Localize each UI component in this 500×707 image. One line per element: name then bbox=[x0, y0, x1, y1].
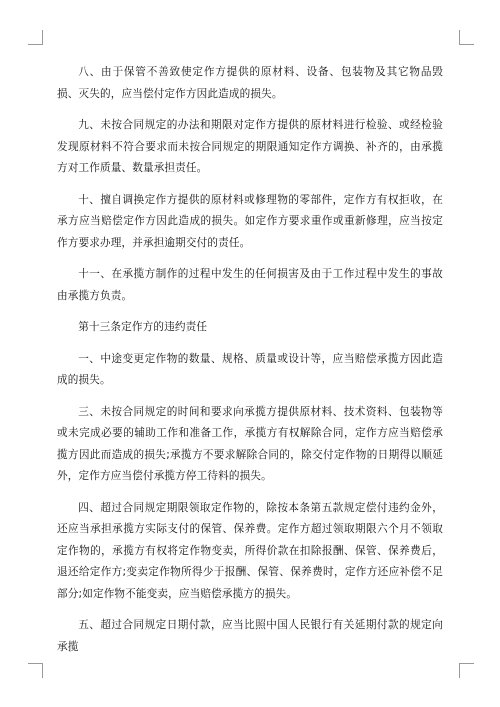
clause-8-paragraph: 八、由于保管不善致使定作方提供的原材料、设备、包装物及其它物品毁损、灭失的，应当偿付定作方因此造成的损失。 bbox=[57, 66, 443, 100]
crop-mark-top-left bbox=[28, 30, 43, 45]
clause-9-paragraph: 九、未按合同规定的办法和期限对定作方提供的原材料进行检验、或经检验发现原材料不符合要求而未按合同规定的期限通知定作方调换、补齐的，由承揽方对工作质量、数量承担责任。 bbox=[57, 119, 443, 174]
clause-10-paragraph: 十、擅自调换定作方提供的原材料或修理物的零部件，定作方有权拒收，在承方应当赔偿定作方因此造成的损失。如定作方要求重作或重新修理，应当按定作方要求办理，并承担逾期交付的责任。 bbox=[57, 193, 443, 249]
article-13-item-3-paragraph: 三、未按合同规定的时间和要求向承揽方提供原材料、技术资料、包装物等或未完成必要的辅助工作和准备工作，承揽方有权解除合同，定作方应当赔偿承揽方因此而造成的损失;承揽方不要求解除合同的，除交付定作物的日期得以顺延外，定作方应当偿付承揽方停工待料的损失。 bbox=[57, 405, 443, 482]
article-13-item-4-paragraph: 四、超过合同规定期限领取定作物的，除按本条第五款规定偿付违约金外，还应当承担承揽方实际支付的保管、保养费。定作方超过领取期限六个月不领取定作物的，承揽方有权将定作物变卖，所得价款在扣除报酬、保管、保养费后，退还给定作方;变卖定作物所得少于报酬、保管、保养费时，定作方还应补偿不足部分;如定作物不能变卖，应当赔偿承揽方的损失。 bbox=[57, 501, 443, 600]
crop-mark-bottom-right bbox=[459, 663, 474, 678]
article-13-item-1-paragraph: 一、中途变更定作物的数量、规格、质量或设计等，应当赔偿承揽方因此造成的损失。 bbox=[57, 352, 443, 386]
crop-mark-bottom-left bbox=[28, 663, 43, 678]
document-body bbox=[57, 62, 443, 668]
article-13-item-5-paragraph: 五、超过合同规定日期付款，应当比照中国人民银行有关延期付款的规定向承揽 bbox=[57, 619, 443, 653]
crop-mark-top-right bbox=[459, 30, 474, 45]
clause-11-paragraph: 十一、在承揽方制作的过程中发生的任何损害及由于工作过程中发生的事故由承揽方负责。 bbox=[57, 268, 443, 302]
article-13-heading: 第十三条定作方的违约责任 bbox=[78, 321, 208, 333]
